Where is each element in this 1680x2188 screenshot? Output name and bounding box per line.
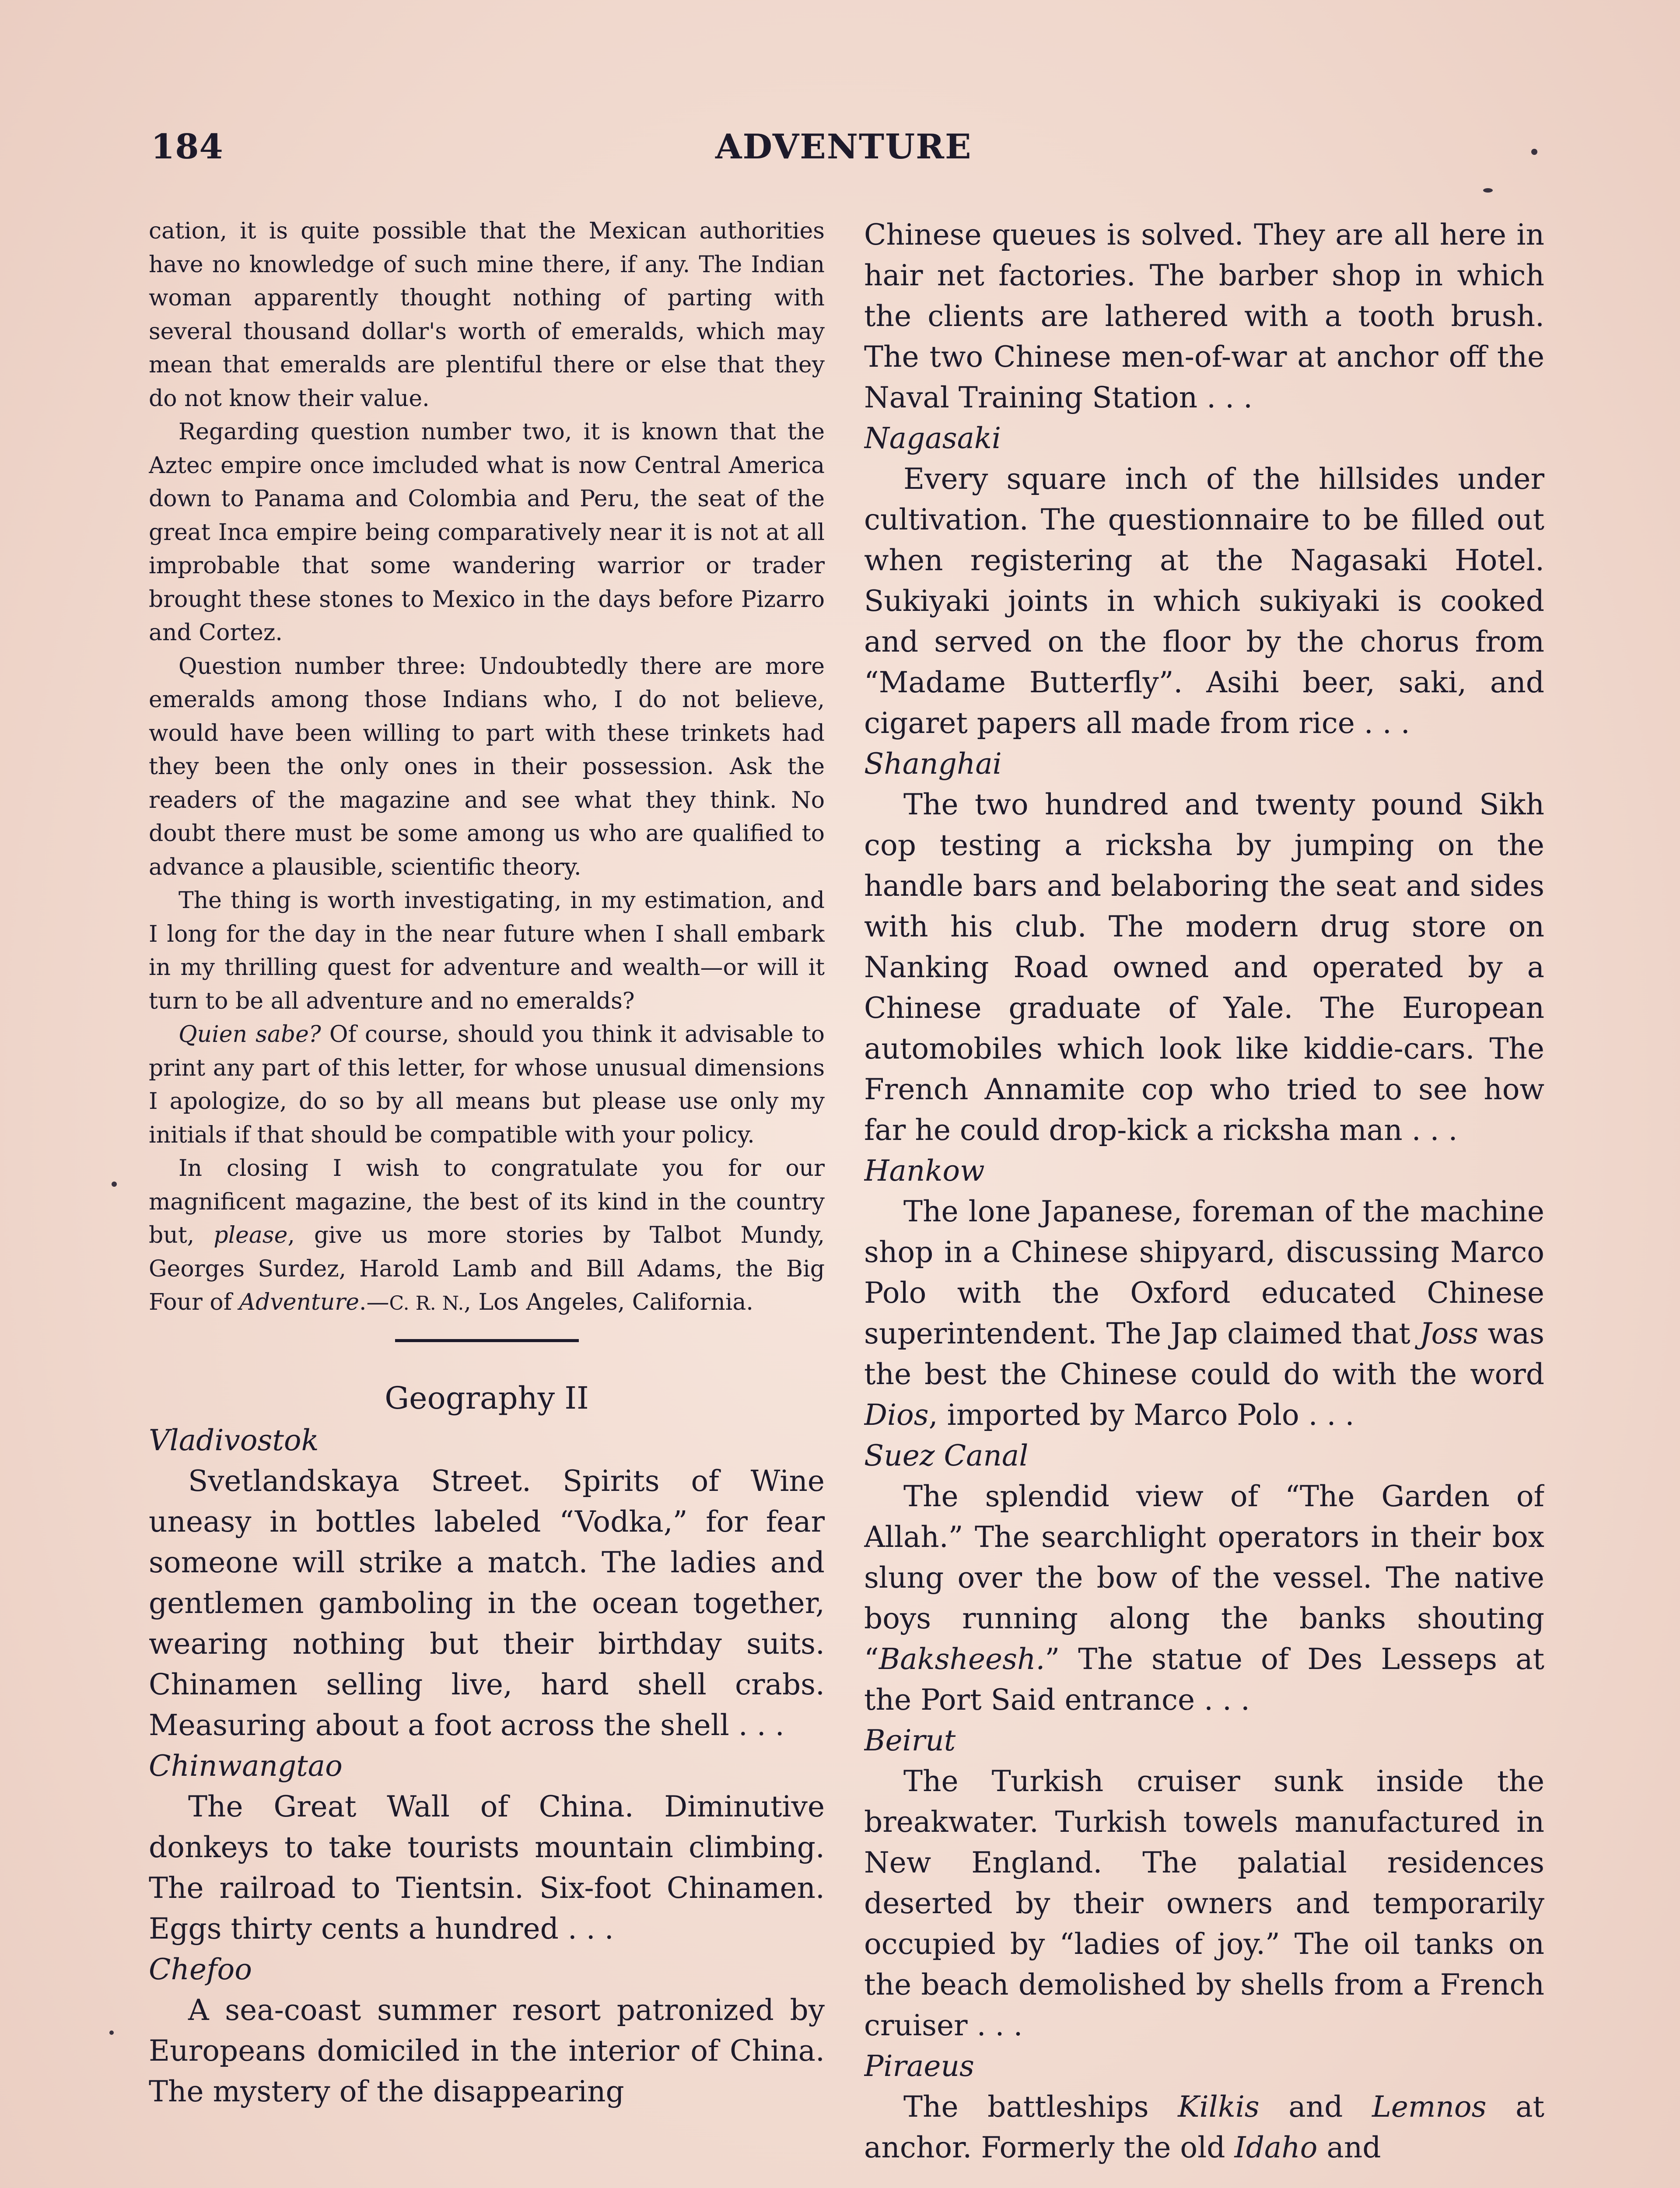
place-heading-chinwangtao: Chinwangtao [149,1749,343,1783]
place-paragraph-beirut: The Turkish cruiser sunk inside the breakwater. Turkish towels manufactured in New England. The palatial residences deserted by their owners and temporarily occupied by “ladies of joy.” The oil tanks on the beach demolished by shells from a French cruiser . . . [864,1764,1544,2042]
place-heading-piraeus: Piraeus [864,2049,974,2083]
place-heading-hankow: Hankow [864,1154,985,1188]
letter-paragraph: Regarding question number two, it is known that the Aztec empire once imcluded what is now Central America down to Panama and Colombia and Peru, the seat of the great Inca empire being comparatively near it is not at all improbable that some wandering warrior or trader brought these stones to Mexico in the days before Pizarro and Cortez. [149,419,825,646]
place-paragraph-piraeus [864,2086,1544,2168]
page-header [151,127,1551,179]
paper-speck [109,2030,114,2035]
adventure-italic: Adventure [239,1289,360,1315]
letter-initials: C. R. N. [389,1292,464,1315]
place-heading-shanghai: Shanghai [864,747,1002,781]
place-heading-beirut: Beirut [864,1724,956,1757]
letter-paragraph: cation, it is quite possible that the Mexican authorities have no knowledge of such mine there, if any. The Indian woman apparently thought nothing of parting with several thousand dollar's worth of emeralds, which may mean that emeralds are plentiful there or else that they do not know their value. [149,218,825,412]
baksheesh-italic: Baksheesh. [878,1642,1045,1676]
place-heading-vladivostok: Vladivostok [149,1423,319,1457]
text-run: The battleships [903,2090,1178,2124]
text-run: The splendid view of “The Garden of Allah.” The searchlight operators in their box slung over the bow of the vessel. The native boys running along the banks shouting “ [864,1480,1544,1676]
letter-text-run: , give us more stories by Talbot Mundy, Georges Surdez, Harold Lamb and Bill Adams, the Big Four of [149,1222,825,1315]
page-number: 184 [151,127,224,167]
text-run: and [1317,2131,1381,2164]
letter-text [149,214,825,1321]
place-paragraph-chefoo: A sea-coast summer resort patronized by Europeans domiciled in the interior of China. The mystery of the disappearing [149,1993,825,2108]
paper-speck [1483,188,1493,193]
geography-section [149,1376,825,2112]
right-column [864,214,1544,2188]
text-run: , imported by Marco Polo . . . [928,1398,1354,1432]
place-paragraph-vladivostok: Svetlandskaya Street. Spirits of Wine uneasy in bottles labeled “Vodka,” for fear someone will strike a match. The ladies and gentlemen gamboling in the ocean together, wearing nothing but their birthday suits. Chinamen selling live, hard shell crabs. Measuring about a foot across the shell . . . [149,1464,825,1742]
letter-text-run: .— [359,1289,389,1315]
joss-italic: Joss [1419,1317,1478,1350]
letter-text-run: In closing I wish to congratulate you for our magnificent magazine, the best of its kind in the country but, [149,1155,825,1248]
letter-paragraph [149,1152,825,1321]
idaho-italic: Idaho [1234,2131,1318,2164]
text-run: was the best the Chinese could do with the word [864,1317,1544,1391]
place-paragraph-suez-canal [864,1476,1544,1720]
text-run: The lone Japanese, foreman of the machine shop in a Chinese shipyard, discussing Marco Polo with the Oxford educated Chinese superintendent. The Jap claimed that [864,1195,1544,1350]
place-heading-chefoo: Chefoo [149,1952,252,1986]
please-italic: please [214,1222,288,1248]
lemnos-italic: Lemnos [1372,2090,1487,2124]
paper-speck [112,1182,117,1187]
dios-italic: Dios [864,1398,929,1432]
kilkis-italic: Kilkis [1178,2090,1260,2124]
place-paragraph-chefoo-continued: Chinese queues is solved. They are all here in hair net factories. The barber shop in which the clients are lathered with a tooth brush. The two Chinese men-of-war at anchor off the Naval Training Station . . . [864,218,1544,414]
section-title: Geography II [385,1380,589,1416]
letter-text-run: Of course, should you think it advisable to print any part of this letter, for whose unusual dimensions I apologize, do so by all means but please use only my initials if that should be compatible with your policy. [149,1021,825,1148]
section-divider [395,1339,579,1342]
text-run: ” The statue of Des Lesseps at the Port Said entrance . . . [864,1642,1544,1717]
left-column [149,214,825,2188]
place-heading-suez-canal: Suez Canal [864,1439,1029,1473]
running-head-title: ADVENTURE [715,127,972,167]
letter-paragraph [149,1018,825,1152]
place-paragraph-hankow [864,1191,1544,1435]
letter-text-run: , Los Angeles, California. [464,1289,753,1315]
text-run: and [1259,2090,1372,2124]
quien-sabe-italic: Quien sabe? [178,1021,321,1048]
place-paragraph-shanghai: The two hundred and twenty pound Sikh cop testing a ricksha by jumping on the handle bars and belaboring the seat and sides with his club. The modern drug store on Nanking Road owned and operated by a Chinese graduate of Yale. The European automobiles which look like kiddie-cars. The French Annamite cop who tried to see how far he could drop-kick a ricksha man . . . [864,788,1544,1147]
place-heading-nagasaki: Nagasaki [864,421,1001,455]
letter-paragraph: The thing is worth investigating, in my estimation, and I long for the day in the near future when I shall embark in my thrilling quest for adventure and wealth—or will it turn to be all adventure and no emeralds? [149,887,825,1014]
place-paragraph-nagasaki: Every square inch of the hillsides under cultivation. The questionnaire to be filled out when registering at the Nagasaki Hotel. Sukiyaki joints in which sukiyaki is cooked and served on the floor by the chorus from “Madame Butterfly”. Asihi beer, saki, and cigaret papers all made from rice . . . [864,462,1544,740]
text-run: at anchor. Formerly the old [864,2090,1544,2164]
letter-paragraph: Question number three: Undoubtedly there are more emeralds among those Indians who, I do not believe, would have been willing to part with these trinkets had they been the only ones in their possession. Ask the readers of the magazine and see what they think. No doubt there must be some among us who are qualified to advance a plausible, scientific theory. [149,653,825,880]
paper-speck [1531,149,1537,155]
place-paragraph-chinwangtao: The Great Wall of China. Diminutive donkeys to take tourists mountain climbing. The railroad to Tientsin. Six-foot Chinamen. Eggs thirty cents a hundred . . . [149,1789,825,1946]
